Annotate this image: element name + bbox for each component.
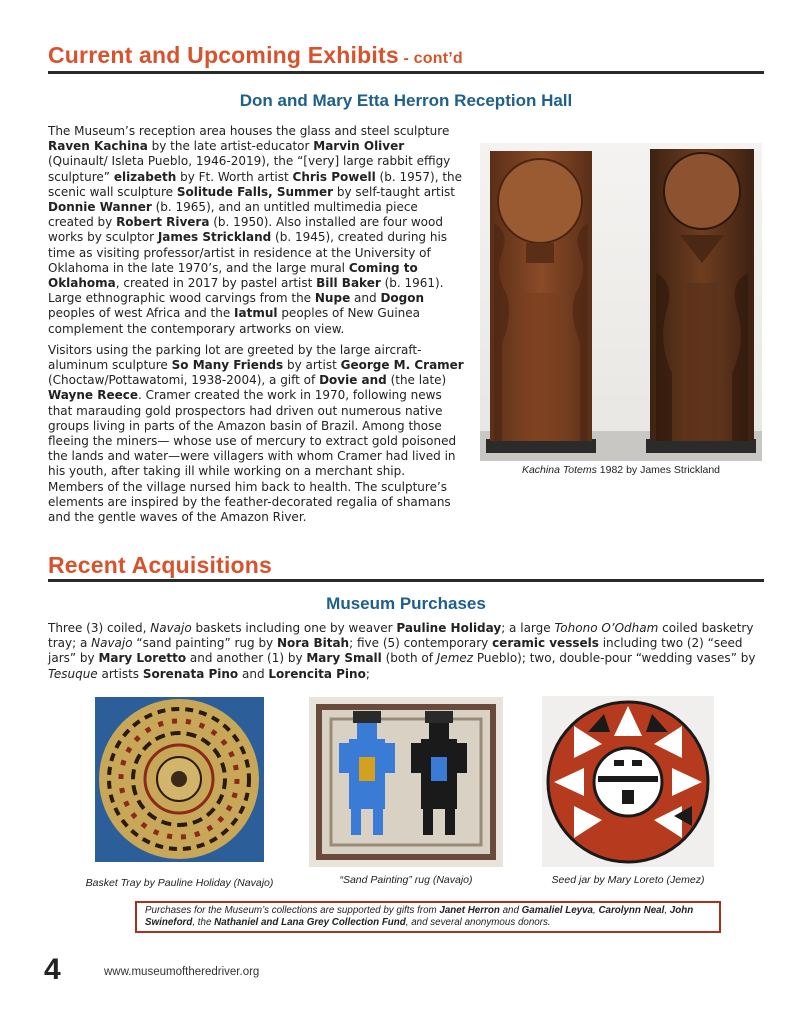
text-run: Mary Loretto xyxy=(98,651,187,666)
text-run: ; five (5) contemporary xyxy=(349,636,493,651)
text-run: Tohono O’Odham xyxy=(554,621,659,635)
page-title-text: Current and Upcoming Exhibits xyxy=(48,42,399,68)
text-run: (the late) xyxy=(386,373,447,388)
text-run: Pauline Holiday xyxy=(396,621,502,635)
text-run: Gamaliel Leyva xyxy=(521,905,593,916)
text-run: Pueblo); two, double-pour “wedding vases” by xyxy=(473,651,756,666)
basket-tray-photo xyxy=(95,697,264,862)
text-run: Dogon xyxy=(380,291,425,306)
acquisitions-rule xyxy=(48,579,764,582)
text-run: The Museum’s reception area houses the glass and steel sculpture xyxy=(48,124,450,138)
text-run: including two (2) “seed jars” by xyxy=(48,636,743,666)
text-run: Janet Herron xyxy=(439,905,500,916)
text-run: (Choctaw/Pottawatomi, 1938-2004), a gift of xyxy=(48,373,320,388)
text-run: Purchases for the Museum’s collections are supported by gifts from xyxy=(145,905,440,916)
reception-paragraph-2 xyxy=(48,343,464,525)
reception-paragraph-1 xyxy=(48,124,464,337)
text-run: artists xyxy=(97,666,143,681)
text-run: Robert Rivera xyxy=(116,215,210,230)
kachina-caption-rest: 1982 by James Strickland xyxy=(596,464,721,476)
kachina-totems-photo xyxy=(480,143,762,461)
page-title xyxy=(48,42,463,69)
text-run: Jemez xyxy=(436,651,474,666)
text-run: baskets including one by weaver xyxy=(191,621,397,635)
text-run: Marvin Oliver xyxy=(313,139,405,154)
text-run: James Strickland xyxy=(157,230,272,245)
page-number: 4 xyxy=(44,953,61,986)
website-url: www.museumoftheredriver.org xyxy=(104,966,260,978)
text-run: Solitude Falls, Summer xyxy=(176,184,334,199)
text-run: So Many Friends xyxy=(171,358,284,373)
text-run: ; a large xyxy=(501,621,555,635)
acquisitions-title: Recent Acquisitions xyxy=(48,552,273,578)
reception-heading: Don and Mary Etta Herron Reception Hall xyxy=(239,91,573,110)
text-run: . Cramer created the work in 1970, following news that marauding gold prospectors had driven out numerous native groups living in parts of the Amazon basin of Brazil. Among those fleeing the miners— whose use of mercury to extract gold poisoned the lands and water—were villagers with whom Cramer had lived in his youth, after taking ill while working on a merchant ship. Members of the village nursed him back to health. The sculpture’s elements are inspired by the feather-decorated regalia of shamans and the gentle waves of the Amazon River. xyxy=(48,388,457,525)
text-run: Nora Bitah xyxy=(276,636,350,651)
text-run: Nupe xyxy=(314,291,351,306)
reception-text xyxy=(48,124,464,531)
text-run: Raven Kachina xyxy=(48,139,148,154)
basket-caption: Basket Tray by Pauline Holiday (Navajo) xyxy=(85,877,274,889)
text-run: Visitors using the parking lot are greeted by the large aircraft-aluminum sculpture xyxy=(48,342,422,373)
kachina-caption xyxy=(480,464,762,476)
text-run: , the xyxy=(192,917,215,928)
text-run: Nathaniel and Lana Grey Collection Fund xyxy=(214,917,406,928)
text-run: Tesuque xyxy=(48,666,98,681)
text-run: by the late artist-educator xyxy=(147,139,314,154)
text-run: ; xyxy=(365,666,370,681)
text-run: Dovie and xyxy=(319,373,387,388)
text-run: Carolynn Neal xyxy=(598,905,665,916)
text-run: Lorencita Pino xyxy=(268,666,366,681)
text-run: ceramic vessels xyxy=(492,636,599,651)
text-run: Wayne Reece xyxy=(48,388,138,403)
text-run: (b. 1965), and an untitled multimedia piece created by xyxy=(48,200,418,230)
text-run: Mary Small xyxy=(306,651,382,666)
seed-jar-photo xyxy=(542,696,714,867)
text-run: coiled basketry tray; a xyxy=(48,621,754,651)
page-title-suffix: - cont’d xyxy=(398,50,463,67)
text-run: elizabeth xyxy=(113,169,177,184)
text-run: (Quinault/ Isleta Pueblo, 1946-2019), the “[very] large rabbit effigy sculpture” xyxy=(48,154,451,184)
text-run: John Swineford xyxy=(145,905,694,928)
text-run: (both of xyxy=(381,651,437,666)
text-run: Donnie Wanner xyxy=(48,200,152,215)
purchase-credits xyxy=(135,901,721,933)
text-run: and xyxy=(499,905,522,916)
text-run: and xyxy=(350,291,381,306)
text-run: and xyxy=(238,666,269,681)
kachina-caption-title: Kachina Totems xyxy=(521,464,597,476)
text-run: , xyxy=(592,905,599,916)
text-run: , created in 2017 by pastel artist xyxy=(115,276,317,291)
rug-caption: “Sand Painting” rug (Navajo) xyxy=(339,874,473,886)
header-rule xyxy=(48,71,764,74)
text-run: Bill Baker xyxy=(316,276,381,291)
text-run: and another (1) by xyxy=(186,651,307,666)
text-run: , xyxy=(664,905,670,916)
text-run: Navajo xyxy=(91,636,133,651)
text-run: (b. 1950). Also installed are four wood works by sculptor xyxy=(48,215,443,245)
seed-jar-caption: Seed jar by Mary Loreto (Jemez) xyxy=(551,874,705,886)
text-run: peoples of west Africa and the xyxy=(48,306,235,321)
text-run: Chris Powell xyxy=(292,169,376,184)
text-run: Navajo xyxy=(150,621,192,635)
sand-painting-rug-photo xyxy=(309,697,503,867)
text-run: “sand painting” rug by xyxy=(132,636,277,651)
text-run: (b. 1957), the scenic wall sculpture xyxy=(48,169,463,199)
text-run: , and several anonymous donors. xyxy=(405,917,551,928)
text-run: Three (3) coiled, xyxy=(48,621,151,635)
text-run: peoples of New Guinea complement the contemporary artworks on view. xyxy=(48,306,421,336)
text-run: by Ft. Worth artist xyxy=(176,169,293,184)
text-run: (b. 1945), created during his time as visiting professor/artist in residence at the University of Oklahoma in the late 1970’s, and the large mural xyxy=(48,230,448,275)
purchases-heading: Museum Purchases xyxy=(326,594,486,613)
text-run: Sorenata Pino xyxy=(142,666,239,681)
purchases-text xyxy=(48,621,764,682)
text-run: by self-taught artist xyxy=(333,184,455,199)
text-run: by artist xyxy=(283,358,341,373)
text-run: George M. Cramer xyxy=(340,358,464,373)
text-run: (b. 1961). Large ethnographic wood carvings from the xyxy=(48,276,444,306)
text-run: Coming to Oklahoma xyxy=(48,260,418,291)
text-run: Iatmul xyxy=(234,306,278,321)
